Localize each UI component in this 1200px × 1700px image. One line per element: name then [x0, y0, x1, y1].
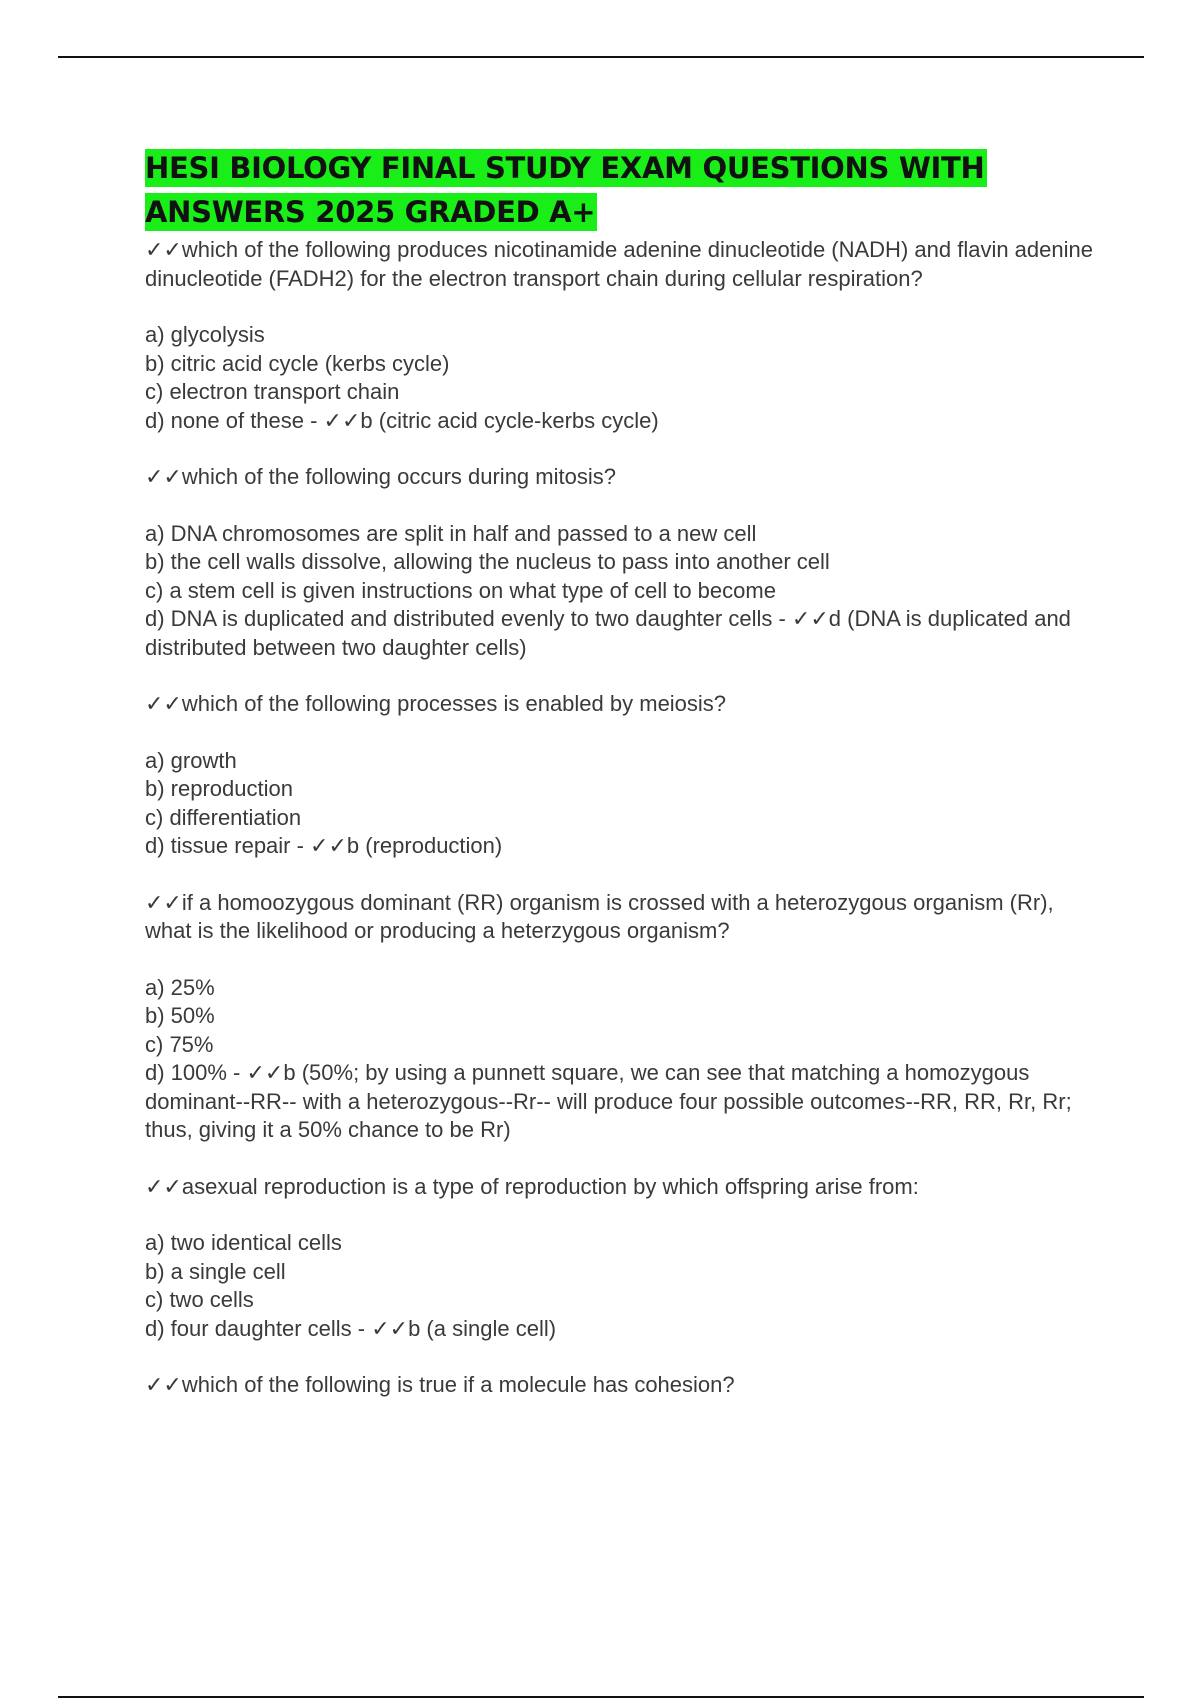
question-text: ✓✓which of the following processes is enabled by meiosis?: [145, 691, 727, 716]
answer-option: a) growth: [145, 747, 237, 773]
answer-option: d) 100% - ✓✓b (50%; by using a punnett square, we can see that matching a homozygous dominant--RR-- with a heterozygous--Rr-- will produce four possible outcomes--RR, RR, Rr, Rr; thus, giving it a 50% chance to be Rr): [145, 1060, 1072, 1142]
answer-option: c) a stem cell is given instructions on what type of cell to become: [145, 577, 776, 603]
question-text: ✓✓which of the following is true if a molecule has cohesion?: [145, 1372, 735, 1397]
question-block: [145, 1173, 1095, 1344]
answer-option: c) two cells: [145, 1287, 254, 1312]
question-text: ✓✓which of the following produces nicotinamide adenine dinucleotide (NADH) and flavin adenine dinucleotide (FADH2) for the electron transport chain during cellular respiration?: [145, 237, 1093, 291]
question-text: ✓✓which of the following occurs during mitosis?: [145, 464, 616, 489]
question-text: ✓✓if a homoozygous dominant (RR) organism is crossed with a heterozygous organism (Rr), what is the likelihood or producing a heterzygous organism?: [145, 889, 1054, 943]
answer-option: c) electron transport chain: [145, 379, 400, 404]
answer-option: a) glycolysis: [145, 322, 265, 347]
answer-option: b) reproduction: [145, 776, 293, 801]
answer-option: c) differentiation: [145, 804, 302, 830]
document-title: [145, 146, 1095, 234]
answer-option: a) 25%: [145, 974, 215, 1000]
question-block: [145, 1371, 1095, 1400]
answer-option: a) DNA chromosomes are split in half and passed to a new cell: [145, 520, 757, 546]
footer-rule: [58, 1696, 1144, 1698]
title-highlight: HESI BIOLOGY FINAL STUDY EXAM QUESTIONS WITH ANSWERS 2025 GRADED A+: [145, 151, 985, 229]
answer-option: d) none of these - ✓✓b (citric acid cycle-kerbs cycle): [145, 407, 659, 433]
question-block: [145, 690, 1095, 861]
answer-option: d) DNA is duplicated and distributed evenly to two daughter cells - ✓✓d (DNA is duplicated and distributed between two daughter cells): [145, 606, 1071, 660]
question-block: [145, 463, 1095, 662]
answer-option: b) the cell walls dissolve, allowing the nucleus to pass into another cell: [145, 549, 830, 574]
answer-option: b) 50%: [145, 1003, 215, 1028]
question-text: ✓✓asexual reproduction is a type of reproduction by which offspring arise from:: [145, 1173, 919, 1199]
question-block: [145, 236, 1095, 435]
answer-option: b) a single cell: [145, 1258, 286, 1284]
document-body: [145, 146, 1095, 1428]
question-block: [145, 889, 1095, 1145]
answer-option: c) 75%: [145, 1031, 214, 1057]
answer-option: d) tissue repair - ✓✓b (reproduction): [145, 833, 503, 858]
answer-option: a) two identical cells: [145, 1230, 342, 1255]
answer-option: d) four daughter cells - ✓✓b (a single cell): [145, 1315, 557, 1341]
header-rule: [58, 56, 1144, 58]
answer-option: b) citric acid cycle (kerbs cycle): [145, 350, 450, 376]
